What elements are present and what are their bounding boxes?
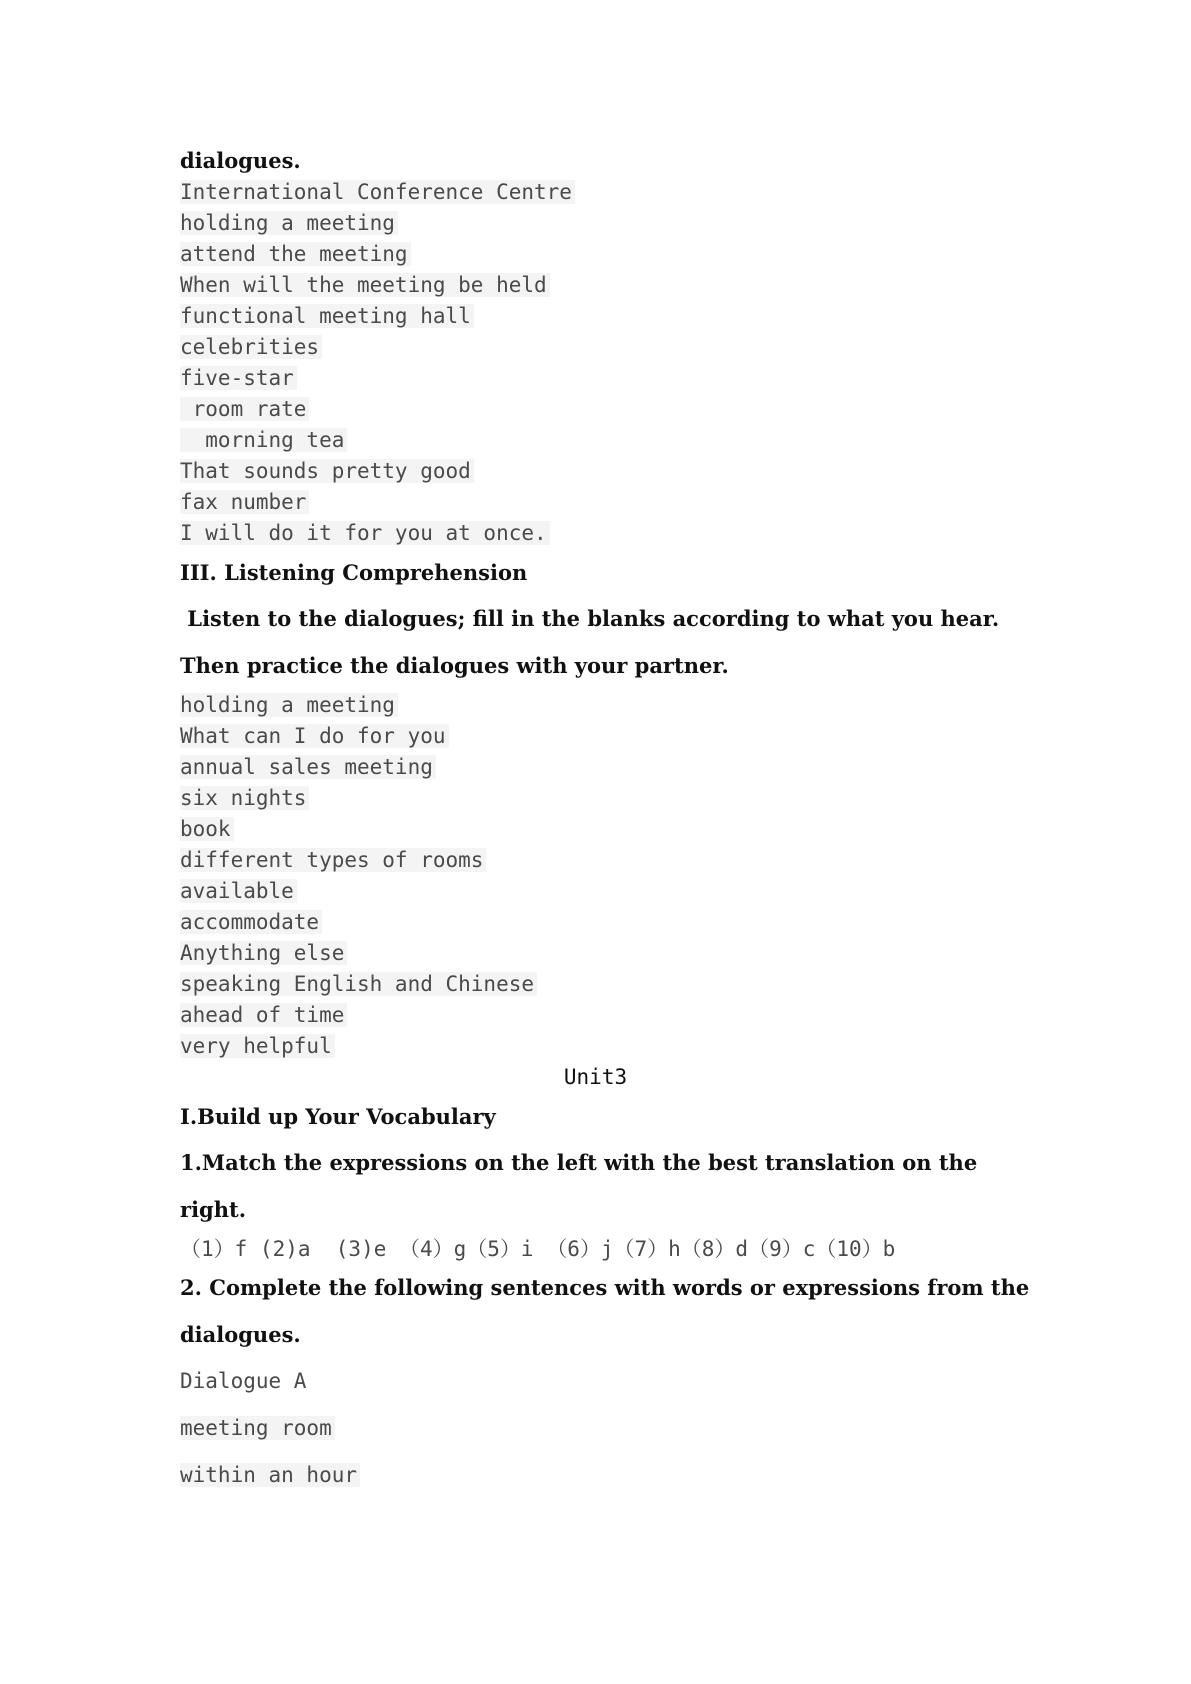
answer-line: morning tea	[180, 425, 347, 455]
answer-line: Anything else	[180, 938, 347, 968]
unit-title: Unit3	[563, 1065, 628, 1089]
answer-line: room rate	[180, 394, 309, 424]
answer-line: book	[180, 814, 234, 844]
task-instruction: dialogues.	[180, 1322, 301, 1347]
task-instruction: 1.Match the expressions on the left with the best translation on the	[180, 1150, 978, 1175]
instruction-text: Listen to the dialogues; fill in the blanks according to what you hear.	[180, 606, 1000, 631]
answer-line: speaking English and Chinese	[180, 969, 537, 999]
task-instruction: 2. Complete the following sentences with words or expressions from the	[180, 1275, 1030, 1300]
answer-line: ahead of time	[180, 1000, 347, 1030]
answer-line: What can I do for you	[180, 721, 449, 751]
answer-line: very helpful	[180, 1031, 335, 1061]
answer-line: accommodate	[180, 907, 322, 937]
answer-line: holding a meeting	[180, 208, 398, 238]
dialogue-label: Dialogue A	[180, 1369, 307, 1393]
section-heading: I.Build up Your Vocabulary	[180, 1104, 496, 1129]
answer-line: International Conference Centre	[180, 177, 575, 207]
answer-line: within an hour	[180, 1460, 360, 1490]
answer-line: celebrities	[180, 332, 322, 362]
answer-line: When will the meeting be held	[180, 270, 550, 300]
answer-line: holding a meeting	[180, 690, 398, 720]
answer-line: available	[180, 876, 297, 906]
answer-line: six nights	[180, 783, 309, 813]
answer-line: I will do it for you at once.	[180, 518, 550, 548]
match-answers: （1）f (2)a (3)e （4）g（5）i （6）j（7）h（8）d（9）c（10）b	[180, 1237, 896, 1261]
answer-line: meeting room	[180, 1413, 335, 1443]
answer-line: five-star	[180, 363, 297, 393]
section-heading-tail: dialogues.	[180, 148, 301, 173]
section-heading: III. Listening Comprehension	[180, 560, 528, 585]
answer-line: functional meeting hall	[180, 301, 474, 331]
instruction-text: Then practice the dialogues with your partner.	[180, 653, 729, 678]
answer-line: attend the meeting	[180, 239, 411, 269]
answer-line: That sounds pretty good	[180, 456, 474, 486]
answer-line: fax number	[180, 487, 309, 517]
answer-line: annual sales meeting	[180, 752, 436, 782]
task-instruction: right.	[180, 1197, 247, 1222]
answer-line: different types of rooms	[180, 845, 486, 875]
